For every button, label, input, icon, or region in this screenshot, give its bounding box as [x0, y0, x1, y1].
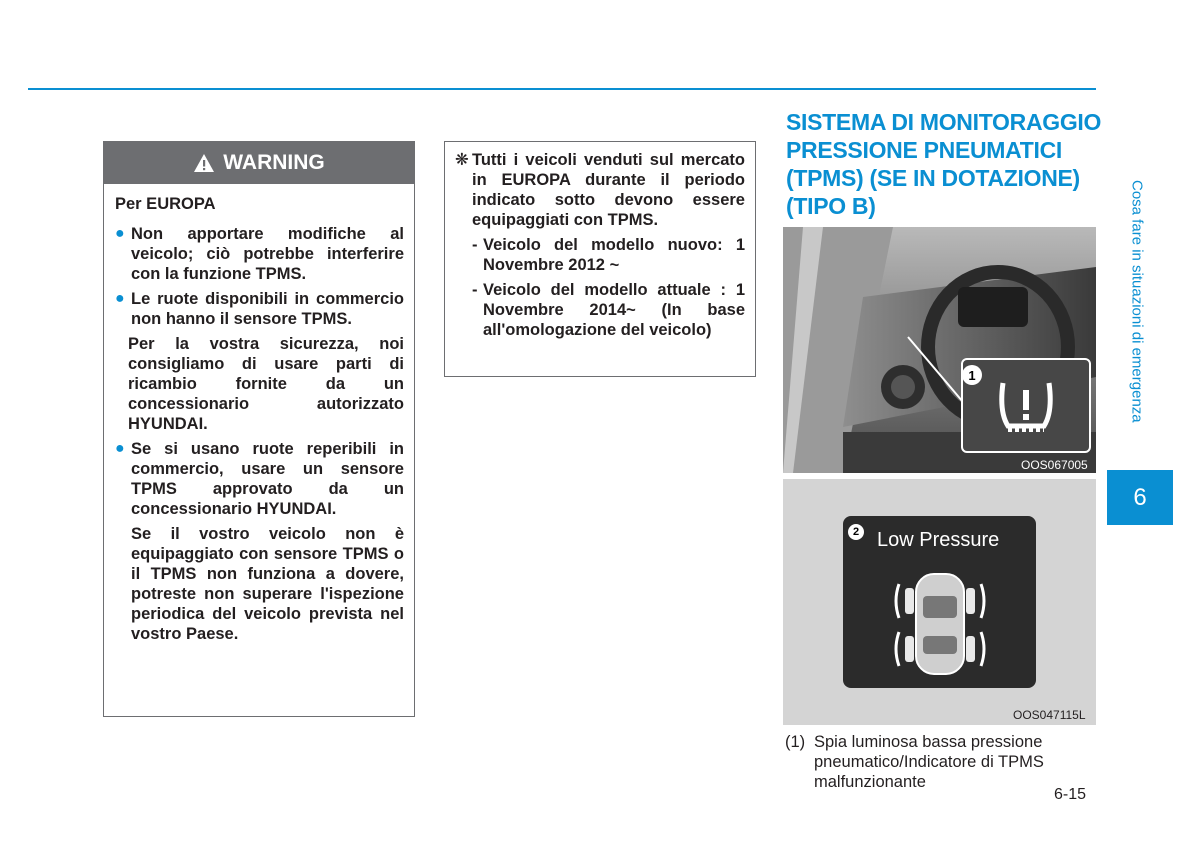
- note-item-2: Veicolo del modello attuale : 1 Novembre 2014~ (In base all'omologazione del veicolo): [483, 281, 745, 339]
- cluster-display-figure: [783, 479, 1096, 725]
- dashboard-photo: [783, 227, 1096, 473]
- callout-2-badge: 2: [848, 524, 864, 540]
- bullet-dot-icon: ●: [115, 290, 125, 307]
- warning-region: Per EUROPA: [115, 195, 216, 213]
- bullet-dot-icon: ●: [115, 225, 125, 242]
- warning-header: [104, 142, 414, 184]
- warning-triangle-icon: [193, 153, 215, 173]
- cluster-display: [843, 516, 1036, 688]
- warning-bullet-3: Se si usano ruote reperibili in commercio, usare un sensore TPMS approvato da un concessionario HYUNDAI.: [131, 440, 404, 518]
- note-item-1: Veicolo del modello nuovo: 1 Novembre 2012 ~: [483, 236, 745, 274]
- warning-bullet: [115, 224, 404, 284]
- chapter-tab: 6: [1107, 470, 1173, 525]
- note-box: [444, 141, 756, 377]
- warning-bullet: [115, 289, 404, 329]
- footnote-text: Spia luminosa bassa pressione pneumatico/Indicatore di TPMS malfunzionante: [814, 733, 1044, 791]
- bullet-dot-icon: ●: [115, 440, 125, 457]
- warning-bullet-2: Le ruote disponibili in commercio non hanno il sensore TPMS.: [131, 290, 404, 328]
- warning-title: WARNING: [223, 151, 325, 174]
- figure2-code: OOS047115L: [1013, 708, 1086, 722]
- note-main-text: Tutti i veicoli venduti sul mercato in EUROPA durante il periodo indicato sotto devono essere equipaggiati con TPMS.: [472, 151, 745, 229]
- warning-bullet-1: Non apportare modifiche al veicolo; ciò potrebbe interferire con la funzione TPMS.: [131, 225, 404, 283]
- warning-bullet: [115, 439, 404, 519]
- top-rule: [28, 88, 1096, 90]
- section-title: SISTEMA DI MONITORAGGIO PRESSIONE PNEUMATICI (TPMS) (SE IN DOTAZIONE) (TIPO B): [786, 109, 1102, 219]
- low-pressure-text: Low Pressure: [877, 529, 1000, 551]
- callout-1-badge: 1: [962, 365, 982, 385]
- page-number: 6-15: [1054, 786, 1087, 803]
- note-dash: -: [472, 236, 478, 254]
- note-dash: -: [472, 281, 478, 299]
- note-star-icon: ❋: [455, 151, 469, 169]
- chapter-side-label: Cosa fare in situazioni di emergenza: [1128, 180, 1146, 423]
- figure-footnote: [785, 732, 1095, 792]
- figure1-code: OOS067005: [1021, 458, 1088, 472]
- car-top-view-icon: [843, 516, 1036, 688]
- footnote-number: (1): [785, 733, 806, 751]
- warning-box: [103, 141, 415, 717]
- warning-bullet-2-para: Per la vostra sicurezza, noi consigliamo di usare parti di ricambio fornite da un concessionario autorizzato HYUNDAI.: [128, 335, 404, 433]
- warning-bullet-3-para: Se il vostro veicolo non è equipaggiato con sensore TPMS o il TPMS non funziona a dovere, potreste non superare l'ispezione periodica del veicolo prevista nel vostro Paese.: [131, 525, 404, 643]
